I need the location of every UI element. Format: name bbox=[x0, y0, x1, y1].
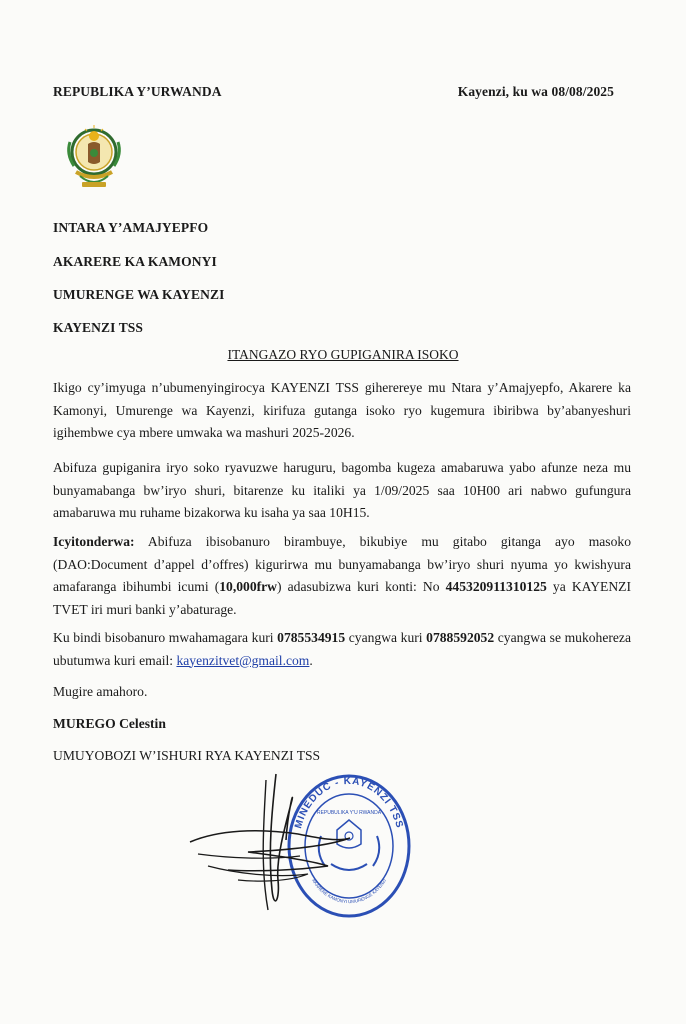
closing-greeting: Mugire amahoro. bbox=[53, 684, 148, 699]
district-line: AKARERE KA KAMONYI bbox=[53, 254, 217, 269]
school-line: KAYENZI TSS bbox=[53, 320, 144, 335]
note-label: Icyitonderwa: bbox=[53, 534, 135, 549]
announcement-title: ITANGAZO RYO GUPIGANIRA ISOKO bbox=[227, 347, 459, 362]
signatory-position: UMUYOBOZI W’ISHURI RYA KAYENZI TSS bbox=[53, 748, 321, 763]
stamp-arc-text: MINEDUC - KAYENZI TSS bbox=[293, 775, 405, 830]
paragraph-note bbox=[53, 531, 631, 621]
stamp-inner-text: REPUBULIKA Y’U RWANDA bbox=[316, 810, 382, 816]
contact-text-b: cyangwa kuri bbox=[345, 630, 427, 645]
sector-line: UMURENGE WA KAYENZI bbox=[53, 287, 225, 302]
paragraph-contact bbox=[53, 627, 631, 672]
fee-amount: 10,000frw bbox=[219, 579, 277, 594]
stamp-bottom-text: AKARERE KAMONYI UMURENGE KAYENZI bbox=[311, 877, 387, 905]
contact-text-d: . bbox=[309, 652, 313, 668]
signatory-name: MUREGO Celestin bbox=[53, 716, 166, 731]
account-number: 445320911310125 bbox=[445, 579, 547, 594]
paragraph-intro: Ikigo cy’imyuga n’ubumenyingirocya KAYENZI TSS giherereye mu Ntara y’Amajyepfo, Akarere ka Kamonyi, Umurenge wa Kayenzi, kirifuza gutanga isoko ryo kugemura ibiribwa by’abanyeshuri igihembwe cya mbere umwaka wa mashuri 2025-2026. bbox=[53, 380, 631, 440]
phone-2: 0788592052 bbox=[426, 630, 495, 645]
country-header: REPUBLIKA Y’URWANDA bbox=[53, 84, 222, 99]
note-text-c: ya KAYENZI TVET iri muri banki y’abaturage. bbox=[53, 579, 631, 617]
province-line: INTARA Y’AMAJYEPFO bbox=[53, 220, 209, 235]
phone-1: 0785534915 bbox=[277, 630, 346, 645]
contact-text-a: Ku bindi bisobanuro mwahamagara kuri bbox=[53, 630, 278, 645]
paragraph-deadline: Abifuza gupiganira iryo soko ryavuzwe haruguru, bagomba kugeza amabaruwa yabo afunze neza mu bunyamabanga bw’iryo shuri, bitarenze ku italiki ya 1/09/2025 saa 10H00 ari nabwo gufungura amabaruwa mu ruhame bizakorwa ku isaha ya saa 10H15. bbox=[53, 460, 631, 520]
note-text-b: ) adasubizwa kuri konti: No bbox=[277, 579, 446, 594]
email-link[interactable]: kayenzitvet@gmail.com bbox=[176, 652, 310, 668]
coat-of-arms-emblem bbox=[58, 118, 130, 192]
place-date: Kayenzi, ku wa 08/08/2025 bbox=[457, 84, 614, 99]
note-text-a: Abifuza ibisobanuro birambuye, bikubiye mu gitabo gitanga ayo masoko (DAO:Document d’appel d’offres) kigurirwa mu bunyamabanga bw’iryo shuri nyuma yo kwishyura amafaranga ibihumbi icumi ( bbox=[53, 534, 631, 594]
handwritten-signature bbox=[188, 770, 388, 920]
contact-text-c: cyangwa se mukohereza ubutumwa kuri email: bbox=[53, 630, 632, 668]
